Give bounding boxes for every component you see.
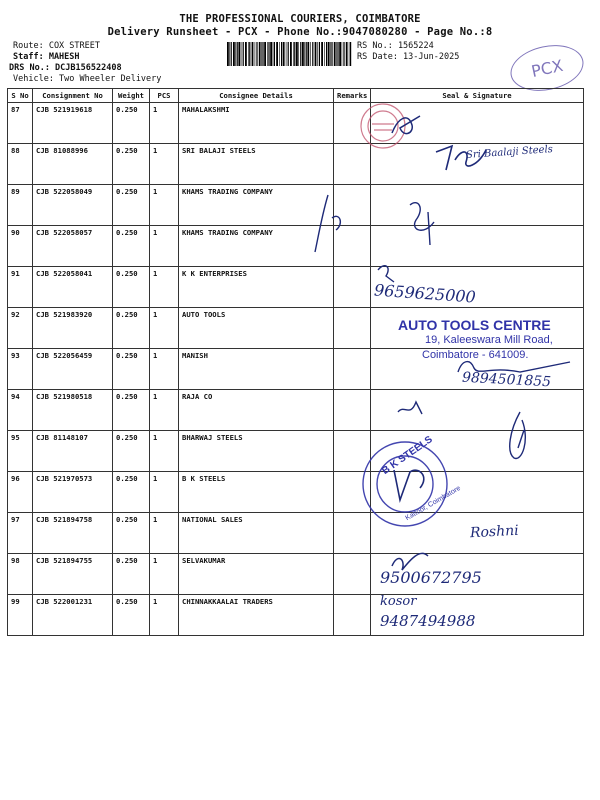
route-label: Route: COX STREET	[13, 41, 100, 51]
row-consignment-no: CJB 81088996	[33, 144, 113, 185]
bk-steels-stamp-subtext: Kattoor, Coimbatore	[404, 484, 462, 523]
phone-handwritten-98: 9500672795	[380, 568, 482, 587]
row-remarks	[334, 185, 371, 226]
barcode-bar	[302, 42, 304, 66]
row-pcs: 1	[150, 226, 179, 267]
barcode-bar	[321, 42, 323, 66]
barcode-bar	[293, 42, 294, 66]
barcode-bar	[252, 42, 254, 66]
row-consignee: KHAMS TRADING COMPANY	[179, 226, 334, 267]
barcode-bar	[273, 42, 274, 66]
row-sno: 90	[8, 226, 33, 267]
handwritten-roshni: Roshni	[469, 522, 520, 542]
barcode-bar	[229, 42, 230, 66]
barcode-bar	[330, 42, 331, 66]
barcode-bar	[238, 42, 240, 66]
row-weight: 0.250	[113, 390, 150, 431]
drs-label: DRS No.: DCJB156522408	[9, 63, 122, 73]
barcode-bar	[324, 42, 325, 66]
row-seal-signature	[371, 349, 584, 390]
row-consignment-no: CJB 522001231	[33, 595, 113, 636]
barcode-bar	[233, 42, 235, 66]
barcode-bar	[268, 42, 269, 66]
barcode-bar	[306, 42, 307, 66]
barcode-bar	[274, 42, 275, 66]
row-consignee: AUTO TOOLS	[179, 308, 334, 349]
barcode-bar	[259, 42, 261, 66]
row-consignee: SELVAKUMAR	[179, 554, 334, 595]
row-weight: 0.250	[113, 226, 150, 267]
barcode-bar	[296, 42, 298, 66]
row-consignment-no: CJB 522056459	[33, 349, 113, 390]
phone-handwritten-91: 9659625000	[373, 280, 477, 307]
row-remarks	[334, 144, 371, 185]
barcode-bar	[249, 42, 250, 66]
row-pcs: 1	[150, 144, 179, 185]
row-consignment-no: CJB 81148107	[33, 431, 113, 472]
row-weight: 0.250	[113, 185, 150, 226]
barcode-bar	[349, 42, 350, 66]
row-remarks	[334, 431, 371, 472]
row-consignment-no: CJB 522058057	[33, 226, 113, 267]
row-seal-signature	[371, 554, 584, 595]
row-seal-signature	[371, 267, 584, 308]
row-pcs: 1	[150, 349, 179, 390]
row-pcs: 1	[150, 431, 179, 472]
vehicle-label: Vehicle: Two Wheeler Delivery	[13, 74, 162, 84]
table-row	[8, 390, 584, 431]
row-weight: 0.250	[113, 595, 150, 636]
row-remarks	[334, 472, 371, 513]
row-seal-signature	[371, 390, 584, 431]
row-sno: 97	[8, 513, 33, 554]
row-remarks	[334, 308, 371, 349]
barcode-bar	[328, 42, 330, 66]
row-weight: 0.250	[113, 144, 150, 185]
table-row	[8, 431, 584, 472]
row-weight: 0.250	[113, 554, 150, 595]
col-consignee: Consignee Details	[179, 89, 334, 103]
barcode-bar	[334, 42, 336, 66]
row-pcs: 1	[150, 267, 179, 308]
barcode-bar	[286, 42, 287, 66]
row-remarks	[334, 267, 371, 308]
row-sno: 99	[8, 595, 33, 636]
row-sno: 98	[8, 554, 33, 595]
barcode-bar	[283, 42, 285, 66]
table-row	[8, 308, 584, 349]
row-seal-signature	[371, 103, 584, 144]
barcode-bar	[290, 42, 292, 66]
row-seal-signature	[371, 431, 584, 472]
col-pcs: PCS	[150, 89, 179, 103]
row-weight: 0.250	[113, 349, 150, 390]
col-weight: Weight	[113, 89, 150, 103]
phone-handwritten-93: 9894501855	[461, 369, 552, 391]
row-weight: 0.250	[113, 513, 150, 554]
row-seal-signature	[371, 308, 584, 349]
row-consignment-no: CJB 521894755	[33, 554, 113, 595]
row-consignee: RAJA CO	[179, 390, 334, 431]
runsheet-table	[7, 88, 584, 636]
table-row	[8, 103, 584, 144]
col-sno: S No	[8, 89, 33, 103]
barcode-bar	[350, 42, 351, 66]
barcode-bar	[339, 42, 341, 66]
table-row	[8, 226, 584, 267]
meta-right	[357, 41, 459, 63]
barcode-bar	[237, 42, 238, 66]
row-consignment-no: CJB 522058049	[33, 185, 113, 226]
table-row	[8, 554, 584, 595]
auto-tools-stamp-name: AUTO TOOLS CENTRE	[398, 317, 551, 333]
table-row	[8, 144, 584, 185]
auto-tools-stamp-address2: Coimbatore - 641009.	[422, 349, 529, 361]
table-row	[8, 472, 584, 513]
row-sno: 91	[8, 267, 33, 308]
barcode-bar	[267, 42, 268, 66]
barcode-bar	[315, 42, 317, 66]
barcode-bar	[262, 42, 263, 66]
barcode-bar	[279, 42, 280, 66]
row-seal-signature	[371, 185, 584, 226]
row-consignee: MANISH	[179, 349, 334, 390]
table-row	[8, 595, 584, 636]
row-consignee: B K STEELS	[179, 472, 334, 513]
barcode-bar	[317, 42, 318, 66]
barcode-image	[227, 42, 352, 66]
barcode-bar	[288, 42, 289, 66]
barcode-bar	[243, 42, 244, 66]
barcode-bar	[307, 42, 309, 66]
barcode-bar	[270, 42, 272, 66]
barcode-bar	[294, 42, 295, 66]
meta-left	[13, 41, 100, 63]
row-weight: 0.250	[113, 472, 150, 513]
barcode-bar	[241, 42, 242, 66]
row-remarks	[334, 103, 371, 144]
table-row	[8, 513, 584, 554]
bk-steels-stamp-text: B K STEELS	[380, 434, 435, 477]
row-consignment-no: CJB 521919618	[33, 103, 113, 144]
col-seal-signature: Seal & Signature	[371, 89, 584, 103]
barcode-bar	[261, 42, 262, 66]
barcode-bar	[304, 42, 305, 66]
barcode-bar	[310, 42, 311, 66]
table-header-row	[8, 89, 584, 103]
rs-number: RS No.: 1565224	[357, 41, 434, 51]
barcode-bar	[256, 42, 257, 66]
rs-date: RS Date: 13-Jun-2025	[357, 52, 460, 62]
row-consignee: CHINNAKKAALAI TRADERS	[179, 595, 334, 636]
pcx-stamp: PCX	[506, 39, 588, 97]
row-sno: 88	[8, 144, 33, 185]
row-seal-signature	[371, 226, 584, 267]
col-consignment: Consignment No	[33, 89, 113, 103]
col-remarks: Remarks	[334, 89, 371, 103]
row-consignee: MAHALAKSHMI	[179, 103, 334, 144]
row-pcs: 1	[150, 390, 179, 431]
row-pcs: 1	[150, 308, 179, 349]
row-pcs: 1	[150, 472, 179, 513]
row-sno: 93	[8, 349, 33, 390]
row-weight: 0.250	[113, 267, 150, 308]
barcode-bar	[298, 42, 299, 66]
row-sno: 87	[8, 103, 33, 144]
barcode-bar	[245, 42, 247, 66]
row-pcs: 1	[150, 513, 179, 554]
row-consignee: K K ENTERPRISES	[179, 267, 334, 308]
row-sno: 89	[8, 185, 33, 226]
row-sno: 95	[8, 431, 33, 472]
company-title: THE PROFESSIONAL COURIERS, COIMBATORE	[179, 13, 421, 25]
barcode-bar	[235, 42, 236, 66]
row-pcs: 1	[150, 595, 179, 636]
barcode-bar	[336, 42, 337, 66]
handwritten-kosor: kosor	[380, 594, 417, 609]
row-sno: 96	[8, 472, 33, 513]
row-seal-signature	[371, 144, 584, 185]
row-remarks	[334, 226, 371, 267]
row-consignee: SRI BALAJI STEELS	[179, 144, 334, 185]
barcode-bar	[255, 42, 256, 66]
barcode-bar	[312, 42, 313, 66]
row-consignment-no: CJB 521980518	[33, 390, 113, 431]
barcode-bar	[331, 42, 332, 66]
row-consignment-no: CJB 521894758	[33, 513, 113, 554]
auto-tools-stamp-address1: 19, Kaleeswara Mill Road,	[425, 334, 553, 346]
row-consignee: KHAMS TRADING COMPANY	[179, 185, 334, 226]
row-pcs: 1	[150, 185, 179, 226]
row-remarks	[334, 554, 371, 595]
row-weight: 0.250	[113, 308, 150, 349]
row-seal-signature	[371, 595, 584, 636]
barcode-bar	[248, 42, 249, 66]
row-seal-signature	[371, 472, 584, 513]
row-remarks	[334, 390, 371, 431]
row-remarks	[334, 595, 371, 636]
row-consignment-no: CJB 521970573	[33, 472, 113, 513]
barcode-bar	[231, 42, 232, 66]
row-remarks	[334, 513, 371, 554]
row-consignment-no: CJB 521983920	[33, 308, 113, 349]
row-consignee: NATIONAL SALES	[179, 513, 334, 554]
table-row	[8, 267, 584, 308]
barcode-bar	[300, 42, 301, 66]
table-row	[8, 185, 584, 226]
barcode-bar	[326, 42, 327, 66]
row-weight: 0.250	[113, 431, 150, 472]
row-sno: 92	[8, 308, 33, 349]
row-seal-signature	[371, 513, 584, 554]
barcode-bar	[264, 42, 266, 66]
barcode-bar	[281, 42, 282, 66]
staff-label: Staff: MAHESH	[13, 52, 80, 62]
phone-handwritten-99: 9487494988	[380, 612, 476, 630]
barcode-bar	[346, 42, 348, 66]
barcode-bar	[342, 42, 343, 66]
barcode-bar	[227, 42, 229, 66]
row-remarks	[334, 349, 371, 390]
barcode-bar	[276, 42, 278, 66]
table-row	[8, 349, 584, 390]
runsheet-subtitle: Delivery Runsheet - PCX - Phone No.:9047080280 - Page No.:8	[107, 26, 493, 38]
barcode-bar	[337, 42, 338, 66]
barcode-bar	[343, 42, 344, 66]
sri-balaji-stamp-text: Sri Baalaji Steels	[465, 143, 554, 162]
row-consignment-no: CJB 522058041	[33, 267, 113, 308]
row-pcs: 1	[150, 103, 179, 144]
barcode-bar	[319, 42, 320, 66]
row-sno: 94	[8, 390, 33, 431]
row-pcs: 1	[150, 554, 179, 595]
row-consignee: BHARWAJ STEELS	[179, 431, 334, 472]
row-weight: 0.250	[113, 103, 150, 144]
